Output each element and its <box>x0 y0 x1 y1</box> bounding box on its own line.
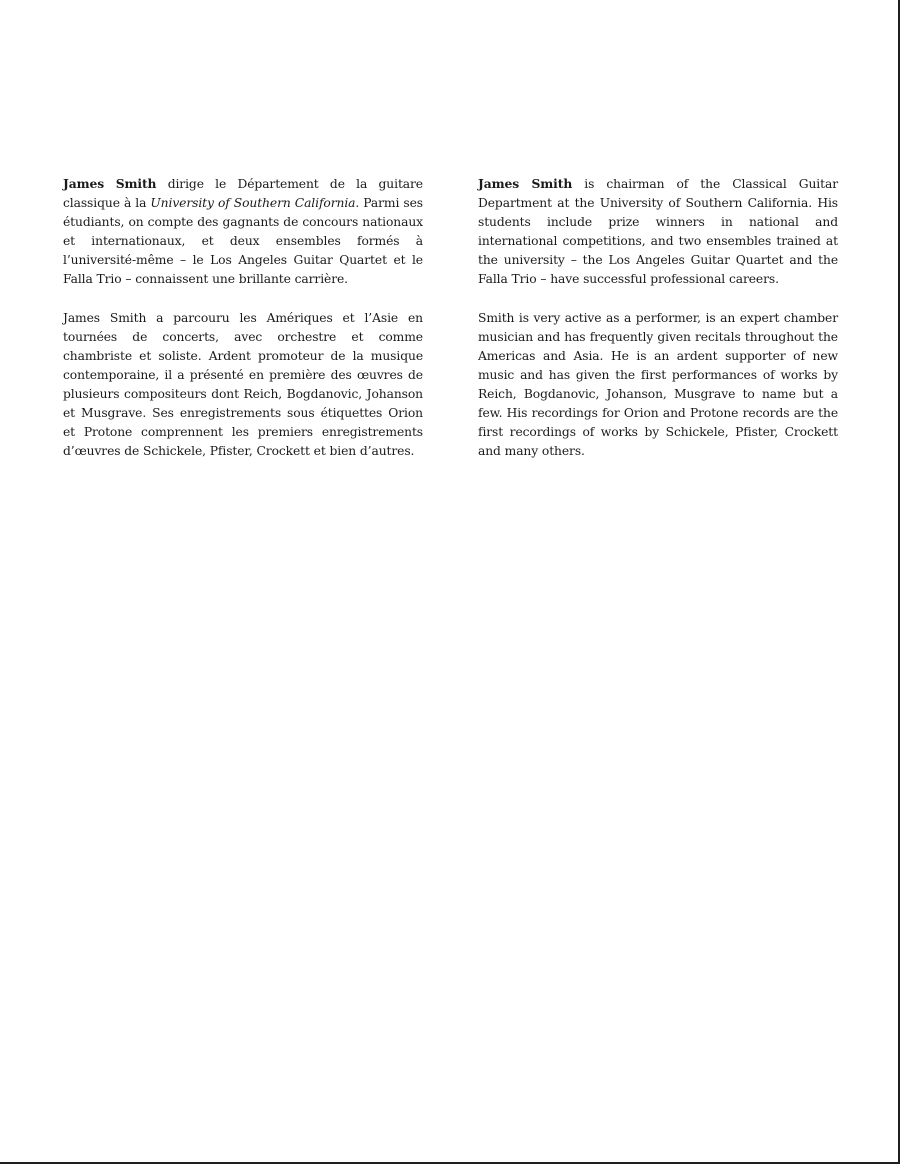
english-paragraph-1 <box>478 174 838 290</box>
french-p1-text-a: dirige le Département de la guitare classique à la <box>63 177 423 211</box>
french-column <box>63 174 423 480</box>
english-p1-text: is chairman of the Classical Guitar Department at the University of Southern California. His students include prize winners in national and international competitions, and two ensembles trained at the university – the Los Angeles Guitar Quartet and the Falla Trio – have successful professional careers. <box>478 177 838 287</box>
english-name: James Smith <box>478 176 573 191</box>
french-paragraph-1 <box>63 174 423 290</box>
french-p1-text-b: . Parmi ses étudiants, on compte des gagnants de concours nationaux et internationaux, et deux ensembles formés à l’université-même – le Los Angeles Guitar Quartet et le Falla Trio – connaissent une brillante carrière. <box>63 196 423 287</box>
french-paragraph-2: James Smith a parcouru les Amériques et l’Asie en tournées de concerts, avec orchestre et comme chambriste et soliste. Ardent promoteur de la musique contemporaine, il a présenté en première des œuvres de plusieurs compositeurs dont Reich, Bogdanovic, Johanson et Musgrave. Ses enregistrements sous étiquettes Orion et Protone comprennent les premiers enregistrements d’œuvres de Schickele, Pfister, Crockett et bien d’autres. <box>63 310 423 459</box>
french-name: James Smith <box>63 176 157 191</box>
english-column <box>478 174 838 480</box>
french-institution: University of Southern California <box>150 196 356 211</box>
english-paragraph-2: Smith is very active as a performer, is an expert chamber musician and has frequently given recitals throughout the Americas and Asia. He is an ardent supporter of new music and has given the first performances of works by Reich, Bogdanovic, Johanson, Musgrave to name but a few. His recordings for Orion and Protone records are the first recordings of works by Schickele, Pfister, Crockett and many others. <box>478 310 838 459</box>
